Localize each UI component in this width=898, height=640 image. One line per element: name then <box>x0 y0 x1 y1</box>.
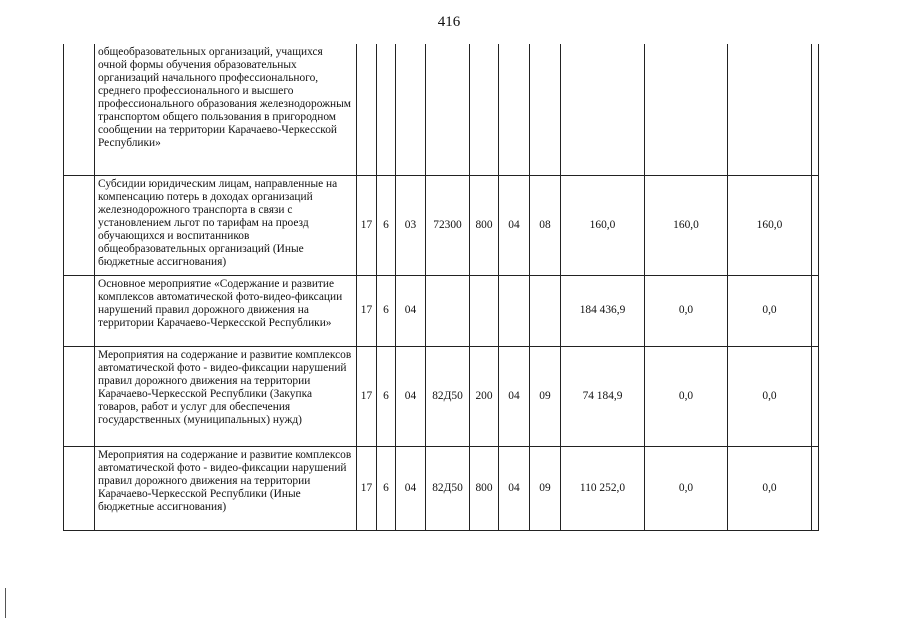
blank-cell <box>812 175 819 275</box>
code-cell: 6 <box>377 275 396 346</box>
blank-cell <box>812 346 819 446</box>
code-cell: 17 <box>357 275 377 346</box>
code-cell: 04 <box>499 346 530 446</box>
code-cell: 17 <box>357 175 377 275</box>
code-cell: 04 <box>396 275 426 346</box>
blank-cell <box>812 275 819 346</box>
table-row <box>64 275 819 346</box>
code-cell <box>499 275 530 346</box>
scan-edge-mark <box>5 588 6 618</box>
amount-cell: 0,0 <box>728 275 812 346</box>
code-cell: 04 <box>499 175 530 275</box>
row-description: Основное мероприятие «Содержание и развитие комплексов автоматической фото-видео-фиксации нарушений правил дорожного движения на территории Карачаево-Черкесской Республики» <box>95 275 357 346</box>
table-row <box>64 346 819 446</box>
code-cell: 17 <box>357 446 377 530</box>
amount-cell: 184 436,9 <box>561 275 645 346</box>
blank-cell <box>812 446 819 530</box>
code-cell <box>357 44 377 175</box>
amount-cell: 74 184,9 <box>561 346 645 446</box>
row-description: Субсидии юридическим лицам, направленные на компенсацию потерь в доходах организаций железнодорожного транспорта в связи с установлением льгот по тарифам на проезд обучающихся и воспитанников общеобразовательных организаций (Иные бюджетные ассигнования) <box>95 175 357 275</box>
amount-cell: 110 252,0 <box>561 446 645 530</box>
amount-cell: 160,0 <box>561 175 645 275</box>
code-cell: 800 <box>470 446 499 530</box>
code-cell: 08 <box>530 175 561 275</box>
amount-cell: 0,0 <box>645 446 728 530</box>
code-cell: 800 <box>470 175 499 275</box>
code-cell: 200 <box>470 346 499 446</box>
code-cell <box>530 44 561 175</box>
code-cell: 82Д50 <box>426 346 470 446</box>
code-cell: 04 <box>499 446 530 530</box>
code-cell <box>499 44 530 175</box>
row-description: общеобразовательных организаций, учащихся очной формы обучения образовательных организаций начального профессионального, среднего профессионального и высшего профессионального образования железнодорожным транспортом общего пользования в пригородном сообщении на территории Карачаево-Черкесской Республики» <box>95 44 357 175</box>
amount-cell: 0,0 <box>728 346 812 446</box>
blank-cell <box>64 275 95 346</box>
code-cell <box>426 44 470 175</box>
page-number: 416 <box>437 14 461 30</box>
blank-cell <box>64 446 95 530</box>
code-cell: 6 <box>377 346 396 446</box>
table-row <box>64 44 819 175</box>
blank-cell <box>812 44 819 175</box>
blank-cell <box>64 346 95 446</box>
code-cell: 04 <box>396 346 426 446</box>
code-cell: 17 <box>357 346 377 446</box>
blank-cell <box>64 175 95 275</box>
row-description: Мероприятия на содержание и развитие комплексов автоматической фото - видео-фиксации нарушений правил дорожного движения на территории Карачаево-Черкесской Республики (Закупка товаров, работ и услуг для обеспечения государственных (муниципальных) нужд) <box>95 346 357 446</box>
table-row <box>64 446 819 530</box>
amount-cell: 160,0 <box>728 175 812 275</box>
code-cell: 03 <box>396 175 426 275</box>
amount-cell <box>561 44 645 175</box>
amount-cell: 160,0 <box>645 175 728 275</box>
amount-cell <box>645 44 728 175</box>
code-cell: 04 <box>396 446 426 530</box>
row-description: Мероприятия на содержание и развитие комплексов автоматической фото - видео-фиксации нарушений правил дорожного движения на территории Карачаево-Черкесской Республики (Иные бюджетные ассигнования) <box>95 446 357 530</box>
code-cell: 09 <box>530 346 561 446</box>
code-cell <box>470 275 499 346</box>
code-cell <box>530 275 561 346</box>
code-cell: 09 <box>530 446 561 530</box>
code-cell: 82Д50 <box>426 446 470 530</box>
code-cell: 72300 <box>426 175 470 275</box>
code-cell: 6 <box>377 446 396 530</box>
code-cell: 6 <box>377 175 396 275</box>
table-row <box>64 175 819 275</box>
code-cell <box>377 44 396 175</box>
budget-table <box>63 44 819 531</box>
amount-cell: 0,0 <box>728 446 812 530</box>
blank-cell <box>64 44 95 175</box>
code-cell <box>470 44 499 175</box>
code-cell <box>396 44 426 175</box>
amount-cell: 0,0 <box>645 346 728 446</box>
amount-cell: 0,0 <box>645 275 728 346</box>
amount-cell <box>728 44 812 175</box>
code-cell <box>426 275 470 346</box>
